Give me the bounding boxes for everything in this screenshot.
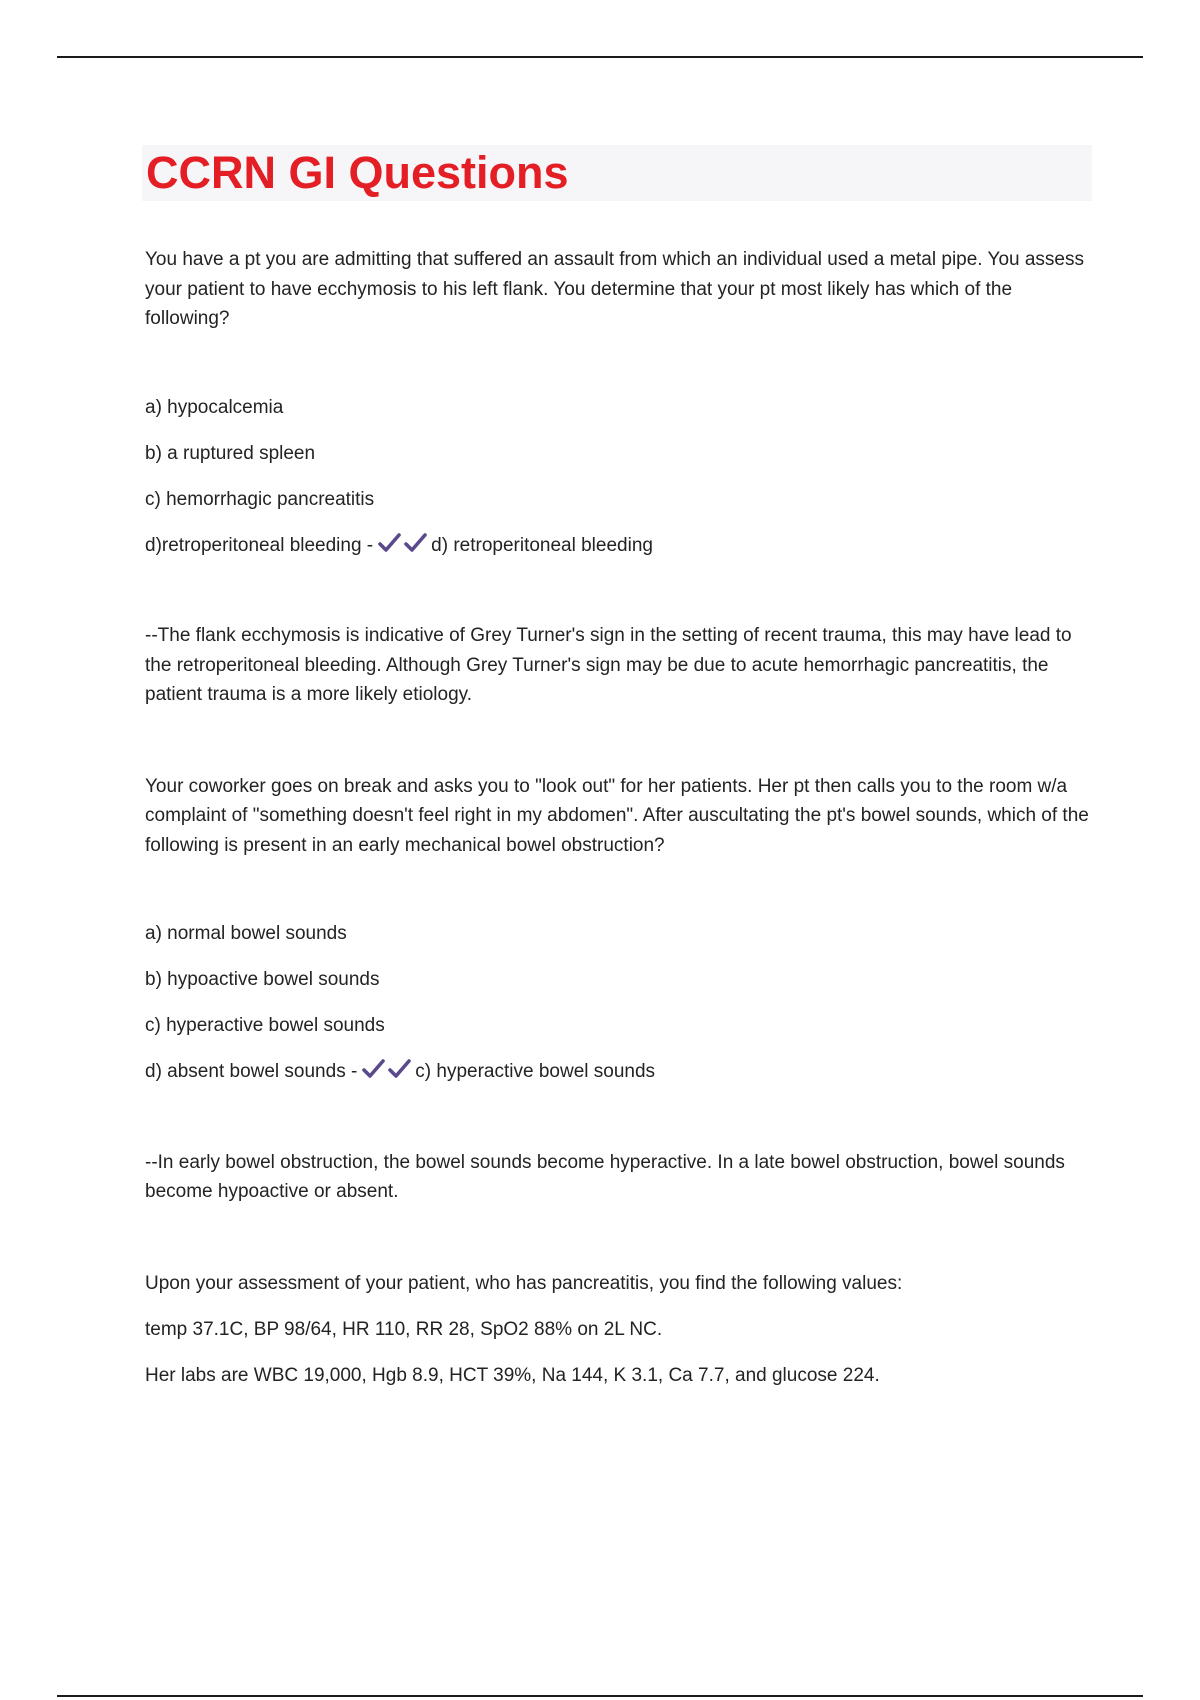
option-c: c) hyperactive bowel sounds [145,1015,385,1036]
answer-checks [361,1057,413,1087]
question-3 [145,1269,1090,1407]
option-a: a) normal bowel sounds [145,923,347,944]
checkmark-icon [361,1058,387,1080]
option-b: b) hypoactive bowel sounds [145,969,380,990]
correct-answer: c) hyperactive bowel sounds [415,1061,656,1082]
question-1 [145,245,1090,710]
bottom-rule [57,1695,1143,1697]
option-c: c) hemorrhagic pancreatitis [145,488,375,510]
option-d-with-answer [145,1057,1090,1087]
checkmark-icon [403,532,429,554]
question-stem: Your coworker goes on break and asks you to "look out" for her patients. Her pt then calls you to the room w/a complaint of "something doesn't feel right in my abdomen". After auscultating the pt's bowel sounds, which of the following is present in an early mechanical bowel obstruction? [145,775,1089,856]
option-a: a) hypocalcemia [145,396,284,418]
option-d: d) absent bowel sounds - [145,1061,358,1082]
answer-checks [377,531,429,561]
lab-values: Her labs are WBC 19,000, Hgb 8.9, HCT 39%, Na 144, K 3.1, Ca 7.7, and glucose 224. [145,1364,880,1386]
question-2 [145,772,1090,1207]
checkmark-icon [377,532,403,554]
question-stem: Upon your assessment of your patient, who has pancreatitis, you find the following values: [145,1272,903,1294]
question-stem: You have a pt you are admitting that suffered an assault from which an individual used a metal pipe. You assess your patient to have ecchymosis to his left flank. You determine that your pt most likely has which of the following? [145,249,1084,329]
checkmark-icon [387,1058,413,1080]
page-title: CCRN GI Questions [146,147,569,198]
option-d-with-answer [145,531,1090,561]
vital-signs: temp 37.1C, BP 98/64, HR 110, RR 28, SpO2 88% on 2L NC. [145,1318,663,1340]
option-d: d)retroperitoneal bleeding - [145,534,374,556]
rationale: --In early bowel obstruction, the bowel sounds become hyperactive. In a late bowel obstruction, bowel sounds become hypoactive or absent. [145,1151,1065,1202]
top-rule [57,56,1143,58]
correct-answer: d) retroperitoneal bleeding [431,534,653,556]
rationale: --The flank ecchymosis is indicative of Grey Turner's sign in the setting of recent trauma, this may have lead to the retroperitoneal bleeding. Although Grey Turner's sign may be due to acute hemorrhagic pancreatitis, the patient trauma is a more likely etiology. [145,625,1072,705]
option-b: b) a ruptured spleen [145,442,316,464]
document-body [145,245,1090,1407]
